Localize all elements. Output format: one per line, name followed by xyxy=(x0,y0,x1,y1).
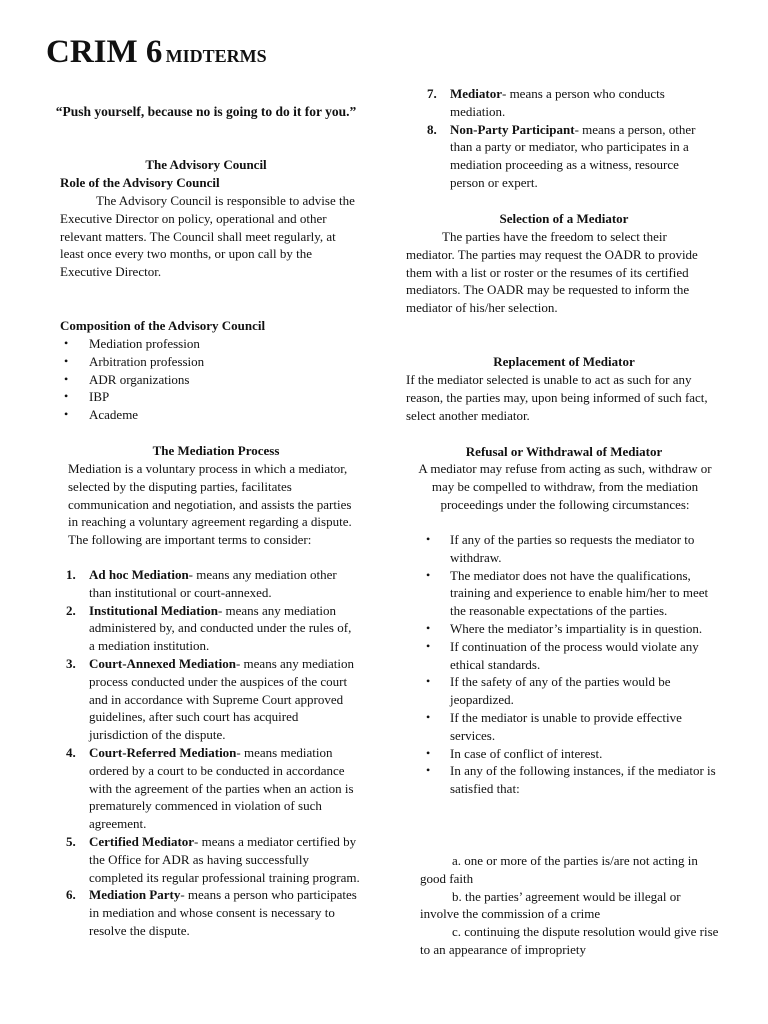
term-item xyxy=(48,833,360,886)
refusal-list xyxy=(405,531,723,798)
refusal-heading: Refusal or Withdrawal of Mediator xyxy=(465,444,663,459)
motivational-quote: “Push yourself, because no is going to do it for you.” xyxy=(55,104,357,119)
mediation-terms-list-a xyxy=(48,566,360,940)
term-definition: - means a person who conducts mediation. xyxy=(450,86,665,119)
term-name: Mediation Party xyxy=(89,887,181,903)
term-name: Court-Annexed Mediation xyxy=(89,655,236,671)
term-number: 7. xyxy=(427,86,437,101)
term-item xyxy=(409,85,709,121)
list-item: • If the mediator is unable to provide effective services. xyxy=(405,709,723,745)
term-number: 1. xyxy=(66,567,76,582)
term-number: 5. xyxy=(66,833,76,849)
document-title xyxy=(46,34,267,70)
term-number: 3. xyxy=(66,655,76,671)
list-item: • If the safety of any of the parties would be jeopardized. xyxy=(405,673,723,709)
term-item xyxy=(48,602,360,655)
term-number: 4. xyxy=(66,744,76,760)
term-name: Ad hoc Mediation xyxy=(89,567,189,582)
advisory-role-heading: Role of the Advisory Council xyxy=(60,175,220,190)
replacement-text: If the mediator selected is unable to act as such for any reason, the parties may, upon being informed of such fact, select another mediator. xyxy=(406,372,708,423)
term-item xyxy=(48,886,360,939)
term-name: Mediator xyxy=(450,86,502,101)
list-item: • Mediation profession xyxy=(45,335,365,353)
term-definition: - means any mediation administered by, and conducted under the rules of, a mediation institution. xyxy=(89,602,352,654)
list-item: • ADR organizations xyxy=(45,371,365,389)
refusal-intro: A mediator may refuse from acting as such, withdraw or may be compelled to withdraw, from the mediation proceedings under the following circumstances: xyxy=(418,461,712,512)
list-item: • Where the mediator’s impartiality is in question. xyxy=(405,620,723,638)
advisory-role-text: The Advisory Council is responsible to advise the Executive Director on policy, operational and other relevant matters. The Council shall meet regularly, at least once every two months, or upon call by the Executive Director. xyxy=(60,193,355,280)
list-item: • If continuation of the process would violate any ethical standards. xyxy=(405,638,723,674)
sub-list-item: c. continuing the dispute resolution would give rise to an appearance of impropriety xyxy=(420,924,719,957)
replacement-heading: Replacement of Mediator xyxy=(493,354,635,369)
term-definition: - means any mediation process conducted under the auspices of the court and in accordance with Supreme Court approved guidelines, after such court has acquired jurisdiction of the dispute. xyxy=(89,655,355,743)
term-name: Certified Mediator xyxy=(89,833,195,849)
list-item: • IBP xyxy=(45,388,365,406)
list-item: • Arbitration profession xyxy=(45,353,365,371)
mediation-terms-list-b xyxy=(409,85,709,192)
list-item: • Academe xyxy=(45,406,365,424)
sub-list-item: a. one or more of the parties is/are not acting in good faith xyxy=(420,853,698,886)
term-name: Institutional Mediation xyxy=(89,602,218,618)
sub-list-item: b. the parties’ agreement would be illegal or involve the commission of a crime xyxy=(420,888,681,922)
list-item: • In any of the following instances, if the mediator is satisfied that: xyxy=(405,762,723,798)
mediation-heading: The Mediation Process xyxy=(152,443,280,458)
term-number: 6. xyxy=(66,887,76,903)
composition-heading: Composition of the Advisory Council xyxy=(60,318,266,333)
term-definition: - means a person who participates in mediation and whose consent is necessary to resolve the dispute. xyxy=(89,887,357,938)
term-item xyxy=(409,121,709,192)
term-definition: - means a mediator certified by the Office for ADR as having successfully completed its regular professional training program. xyxy=(89,833,360,885)
term-item xyxy=(48,655,360,744)
title-sub: MIDTERMS xyxy=(165,46,267,66)
term-definition: - means mediation ordered by a court to be conducted in accordance with the agreement of the parties when an action is prematurely commenced in violation of such agreement. xyxy=(89,744,354,832)
selection-heading: Selection of a Mediator xyxy=(499,211,629,226)
term-number: 2. xyxy=(66,602,76,618)
term-name: Court-Referred Mediation xyxy=(89,744,237,760)
list-item: • If any of the parties so requests the mediator to withdraw. xyxy=(405,531,723,567)
term-number: 8. xyxy=(427,121,437,137)
refusal-sub-list xyxy=(405,852,720,959)
term-definition: - means any mediation other than institutional or court-annexed. xyxy=(89,567,337,600)
selection-text: The parties have the freedom to select their mediator. The parties may request the OADR to provide them with a list or roster or the resumes of its certified mediators. The OADR may be requested to inform the mediator of his/her selection. xyxy=(406,229,698,316)
title-main: CRIM 6 xyxy=(46,34,163,70)
advisory-heading: The Advisory Council xyxy=(145,157,267,172)
term-definition: - means a person, other than a party or mediator, who participates in a mediation proceeding as a witness, resource person or expert. xyxy=(450,121,696,190)
list-item: • The mediator does not have the qualifications, training and experience to enable him/her to meet the reasonable expectations of the parties. xyxy=(405,567,723,620)
term-item xyxy=(48,744,360,833)
term-item xyxy=(48,566,360,602)
term-name: Non-Party Participant xyxy=(450,121,575,137)
list-item: • In case of conflict of interest. xyxy=(405,745,723,763)
composition-list xyxy=(45,335,365,424)
mediation-intro: Mediation is a voluntary process in which a mediator, selected by the disputing parties, facilitates communication and negotiation, and assists the parties in reaching a voluntary agreement regarding a dispute. The following are important terms to consider: xyxy=(68,461,352,548)
